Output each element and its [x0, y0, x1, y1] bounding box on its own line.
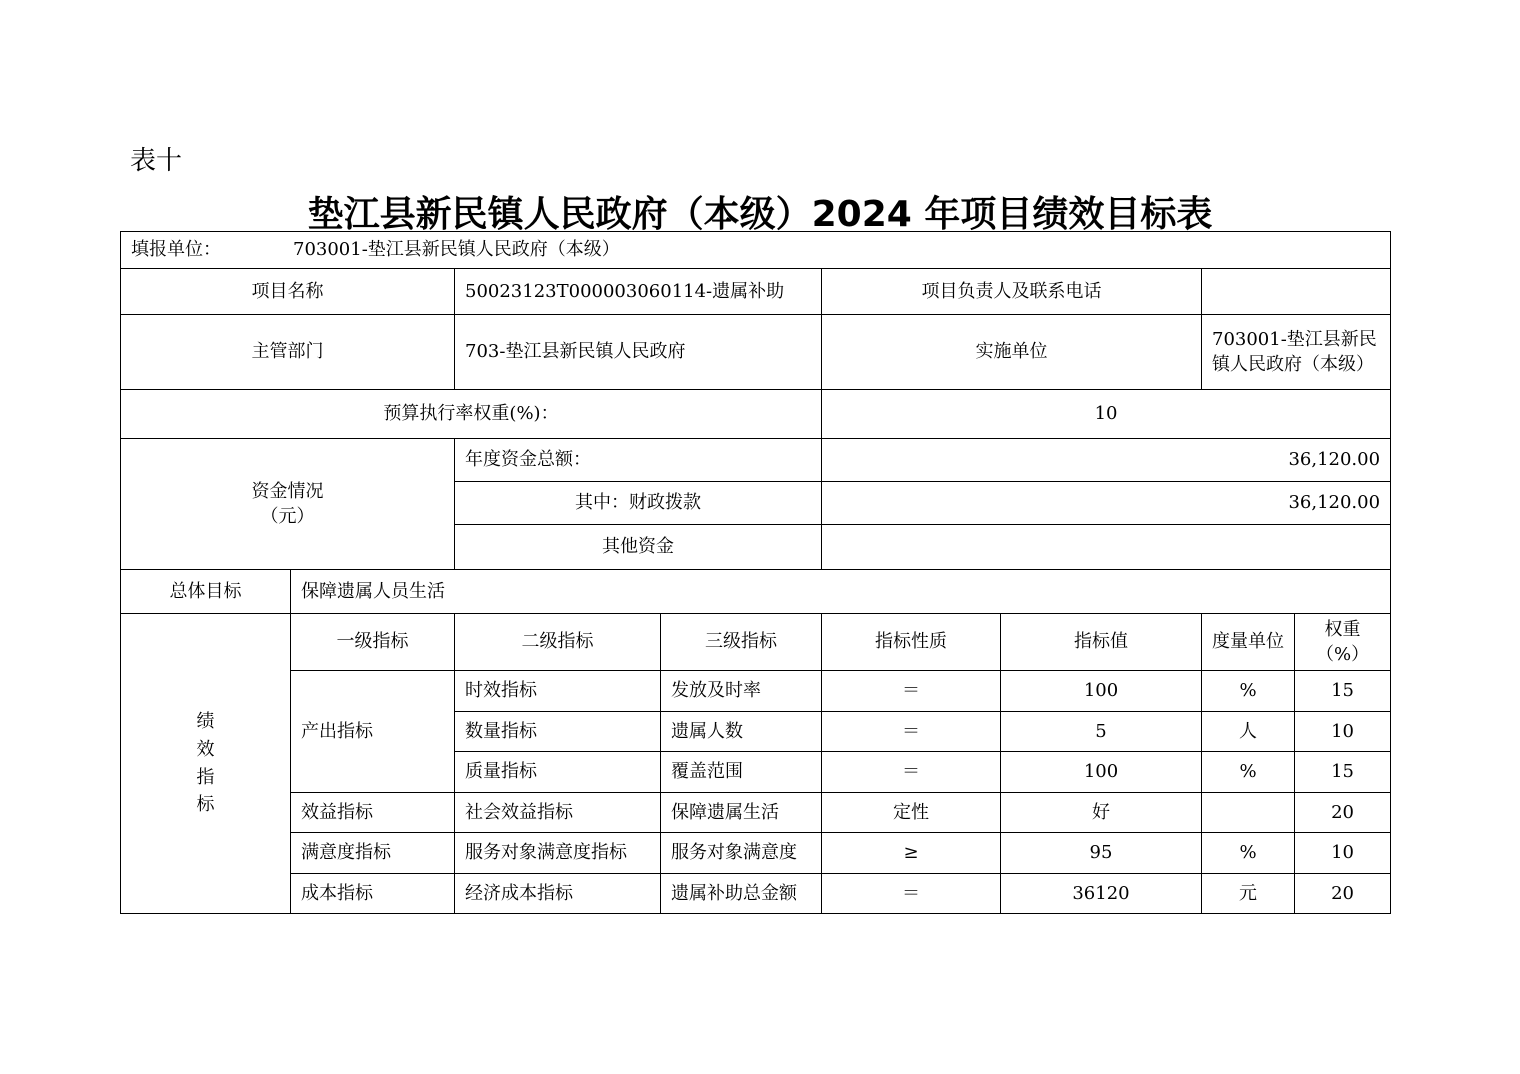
row-l3: 服务对象满意度 — [661, 833, 822, 874]
funds-total-label: 年度资金总额： — [455, 439, 822, 482]
row-l2: 时效指标 — [455, 671, 661, 712]
row-l3: 覆盖范围 — [661, 752, 822, 793]
table-row — [121, 671, 1391, 712]
row-nature: ＝ — [822, 752, 1001, 793]
project-name-label: 项目名称 — [121, 269, 455, 315]
row-value: 5 — [1001, 712, 1202, 752]
row-weight: 15 — [1295, 752, 1391, 793]
row-l1: 成本指标 — [291, 874, 455, 914]
row-weight: 20 — [1295, 874, 1391, 914]
overall-goal-value: 保障遗属人员生活 — [291, 570, 1391, 614]
table-row — [121, 793, 1391, 833]
table-row — [121, 833, 1391, 874]
row-l2: 经济成本指标 — [455, 874, 661, 914]
row-l3: 保障遗属生活 — [661, 793, 822, 833]
row-weight: 10 — [1295, 833, 1391, 874]
row-weight: 15 — [1295, 671, 1391, 712]
row-value: 95 — [1001, 833, 1202, 874]
dept-label: 主管部门 — [121, 315, 455, 390]
header-nature: 指标性质 — [822, 614, 1001, 671]
row-value: 好 — [1001, 793, 1202, 833]
budget-weight-label: 预算执行率权重(%)： — [121, 390, 822, 439]
row-l1: 产出指标 — [291, 671, 455, 793]
row-value: 36120 — [1001, 874, 1202, 914]
row-nature: ＝ — [822, 712, 1001, 752]
row-value: 100 — [1001, 752, 1202, 793]
funds-other-label: 其他资金 — [455, 525, 822, 570]
header-l1: 一级指标 — [291, 614, 455, 671]
perf-label-char: 效 — [196, 738, 215, 760]
funds-other-value — [822, 525, 1391, 570]
row-unit: % — [1202, 671, 1295, 712]
row-unit: % — [1202, 752, 1295, 793]
row-weight: 10 — [1295, 712, 1391, 752]
filler-row — [121, 232, 1391, 269]
row-unit: 元 — [1202, 874, 1295, 914]
funds-fiscal-value: 36,120.00 — [822, 482, 1391, 525]
row-unit — [1202, 793, 1295, 833]
perf-label-char: 指 — [196, 766, 215, 788]
header-value: 指标值 — [1001, 614, 1202, 671]
row-nature: ＝ — [822, 874, 1001, 914]
contact-value — [1202, 269, 1391, 315]
header-unit: 度量单位 — [1202, 614, 1295, 671]
row-unit: % — [1202, 833, 1295, 874]
row-l3: 遗属补助总金额 — [661, 874, 822, 914]
performance-target-table — [120, 231, 1391, 914]
dept-value: 703-垫江县新民镇人民政府 — [455, 315, 822, 390]
row-nature: ＝ — [822, 671, 1001, 712]
budget-weight-value: 10 — [822, 390, 1391, 439]
header-weight: 权重（%） — [1295, 614, 1391, 671]
overall-goal-label: 总体目标 — [121, 570, 291, 614]
table-row — [121, 874, 1391, 914]
perf-indicator-label — [121, 614, 291, 914]
funds-label — [121, 439, 455, 570]
row-unit: 人 — [1202, 712, 1295, 752]
row-l3: 遗属人数 — [661, 712, 822, 752]
header-l3: 三级指标 — [661, 614, 822, 671]
row-l1: 满意度指标 — [291, 833, 455, 874]
funds-label-text: 资金情况 — [251, 480, 324, 502]
filler-label: 填报单位： — [131, 239, 221, 261]
row-l2: 数量指标 — [455, 712, 661, 752]
row-l2: 社会效益指标 — [455, 793, 661, 833]
document-title: 垫江县新民镇人民政府（本级）2024 年项目绩效目标表 — [307, 194, 1213, 235]
row-l2: 服务对象满意度指标 — [455, 833, 661, 874]
funds-total-value: 36,120.00 — [822, 439, 1391, 482]
contact-label: 项目负责人及联系电话 — [822, 269, 1202, 315]
row-nature: ≥ — [822, 833, 1001, 874]
funds-unit: （元） — [260, 506, 315, 527]
impl-label: 实施单位 — [822, 315, 1202, 390]
row-l1: 效益指标 — [291, 793, 455, 833]
table-number: 表十 — [130, 146, 183, 176]
row-value: 100 — [1001, 671, 1202, 712]
impl-value: 703001-垫江县新民镇人民政府（本级） — [1202, 315, 1391, 390]
header-l2: 二级指标 — [455, 614, 661, 671]
filler-value: 703001-垫江县新民镇人民政府（本级） — [293, 239, 620, 261]
project-name-value: 50023123T000003060114-遗属补助 — [455, 269, 822, 315]
row-nature: 定性 — [822, 793, 1001, 833]
perf-label-char: 标 — [196, 794, 215, 816]
row-weight: 20 — [1295, 793, 1391, 833]
funds-fiscal-label: 其中：财政拨款 — [455, 482, 822, 525]
perf-label-char: 绩 — [196, 710, 215, 732]
row-l2: 质量指标 — [455, 752, 661, 793]
row-l3: 发放及时率 — [661, 671, 822, 712]
